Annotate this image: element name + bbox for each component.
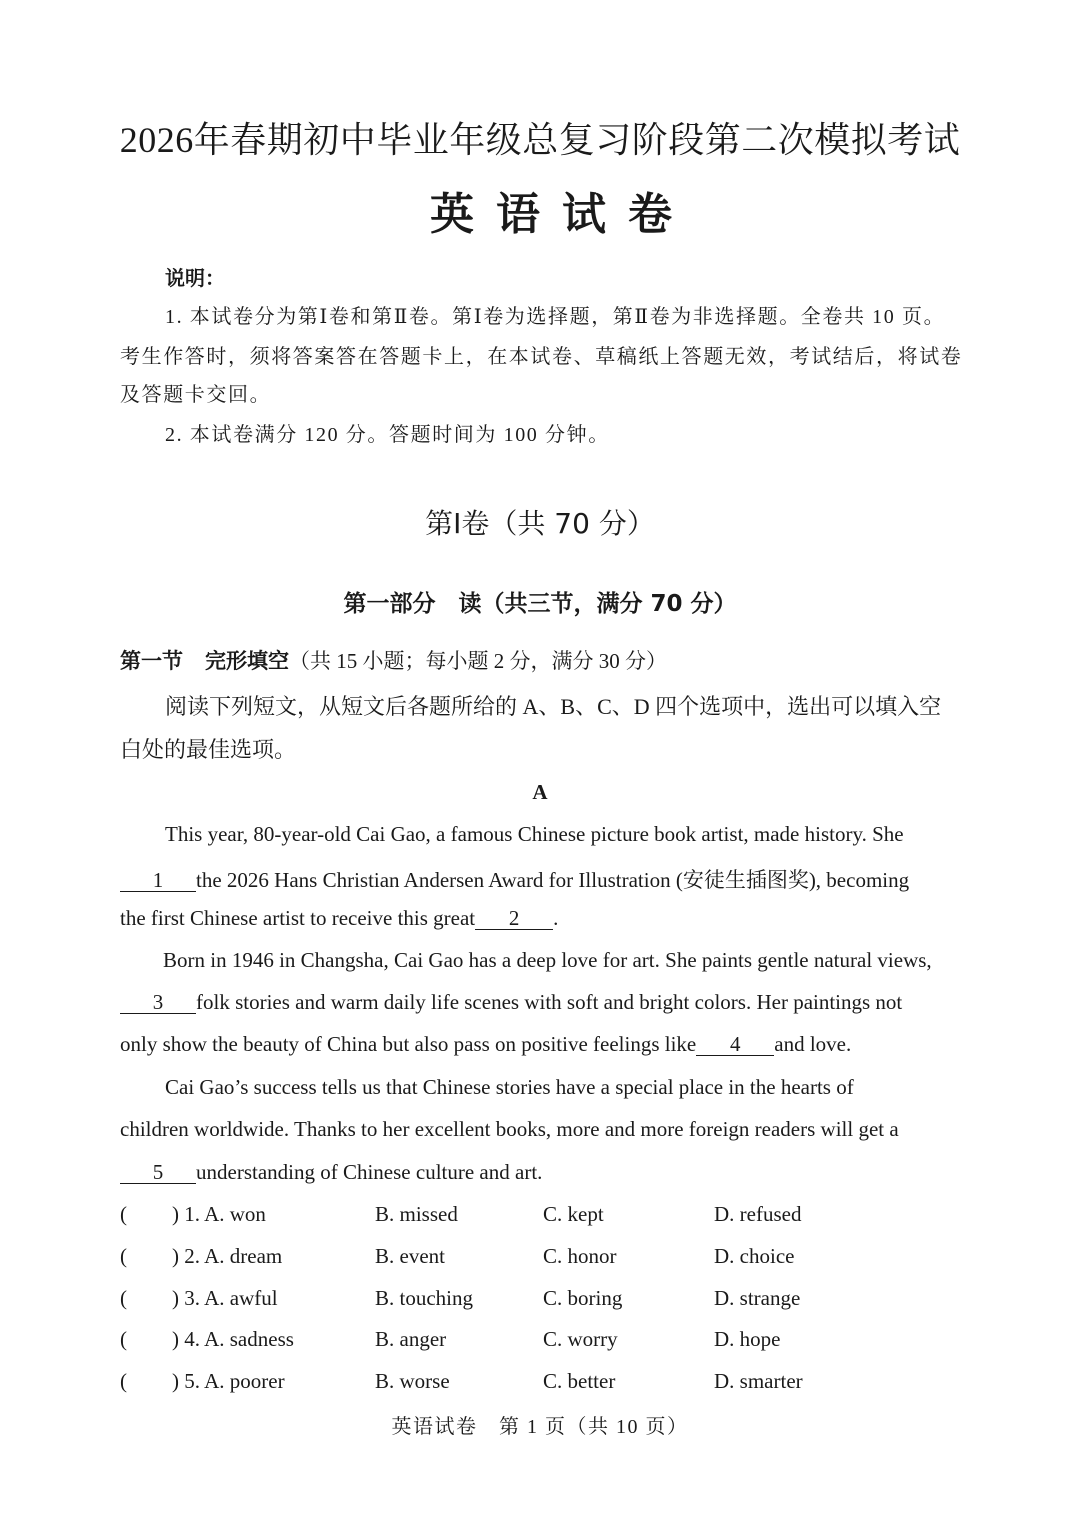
passage-text: only show the beauty of China but also pass on positive feelings like [120,1032,697,1056]
question-option-a: ) 3. A. awful [172,1286,278,1310]
passage-line: Cai Gao’s success tells us that Chinese stories have a special place in the hearts of [165,1075,854,1099]
question-option-d: D. refused [714,1202,802,1226]
exam-title: 2026年春期初中毕业年级总复习阶段第二次模拟考试 [119,120,961,160]
passage-text: and love. [774,1032,852,1056]
passage-text: folk stories and warm daily life scenes with soft and bright colors. Her paintings not [196,990,903,1014]
passage-line: Born in 1946 in Changsha, Cai Gao has a deep love for art. She paints gentle natural views, [163,948,932,972]
notes-label: 说明： [165,266,225,290]
question-option-d: D. choice [714,1244,795,1268]
question-option-c: C. boring [543,1286,623,1310]
question-option-a: ) 5. A. poorer [172,1369,285,1393]
passage-text: . [553,906,559,930]
question-option-d: D. smarter [714,1369,803,1393]
passage-label: A [532,780,548,804]
passage-line [120,1032,851,1057]
question-option-b: B. touching [375,1286,473,1310]
section-heading: 第一部分 读（共三节，满分 70 分） [343,591,737,617]
blank-3[interactable]: 3 [120,991,196,1014]
subsection-heading [120,645,667,675]
passage-text: the first Chinese artist to receive this great [120,906,476,930]
answer-paren[interactable]: ( [120,1286,127,1310]
question-option-a: ) 1. A. won [172,1202,266,1226]
question-option-b: B. missed [375,1202,458,1226]
passage-line [120,906,558,931]
question-option-d: D. hope [714,1327,781,1351]
page-footer: 英语试卷 第 1 页（共 10 页） [391,1416,689,1438]
question-option-b: B. event [375,1244,445,1268]
question-option-b: B. worse [375,1369,450,1393]
blank-5[interactable]: 5 [120,1161,196,1184]
blank-4[interactable]: 4 [696,1033,774,1056]
question-option-c: C. kept [543,1202,604,1226]
note-line: 2. 本试卷满分 120 分。答题时间为 100 分钟。 [165,424,610,446]
passage-line: This year, 80-year-old Cai Gao, a famous Chinese picture book artist, made history. She [165,822,904,846]
question-option-c: C. honor [543,1244,617,1268]
question-option-b: B. anger [375,1327,447,1351]
instruction-line: 白处的最佳选项。 [120,737,297,762]
question-option-d: D. strange [714,1286,801,1310]
answer-paren[interactable]: ( [120,1202,127,1226]
blank-1[interactable]: 1 [120,869,196,892]
passage-line [120,990,902,1015]
answer-paren[interactable]: ( [120,1327,127,1351]
subsection-title: 完形填空 [205,649,289,673]
subsection-detail: （共 15 小题；每小题 2 分，满分 30 分） [289,649,667,673]
answer-paren[interactable]: ( [120,1369,127,1393]
passage-line: children worldwide. Thanks to her excellent books, more and more foreign readers will get a [120,1117,899,1141]
question-option-c: C. worry [543,1327,618,1351]
answer-paren[interactable]: ( [120,1244,127,1268]
subsection-label: 第一节 [120,649,183,673]
passage-line [120,1160,542,1185]
blank-2[interactable]: 2 [475,907,553,930]
subject-title: 英语试卷 [430,189,694,240]
question-option-a: ) 4. A. sadness [172,1327,294,1351]
note-line: 考生作答时，须将答案答在答题卡上，在本试卷、草稿纸上答题无效，考试结后，将试卷 [120,346,963,368]
note-line: 及答题卡交回。 [120,384,272,406]
passage-text: understanding of Chinese culture and art. [196,1160,543,1184]
part-heading: 第Ⅰ卷（共 70 分） [425,507,655,540]
instruction-line: 阅读下列短文，从短文后各题所给的 A、B、C、D 四个选项中，选出可以填入空 [165,694,942,719]
question-option-c: C. better [543,1369,616,1393]
note-line: 1. 本试卷分为第Ⅰ卷和第Ⅱ卷。第Ⅰ卷为选择题，第Ⅱ卷为非选择题。全卷共 10 页。 [165,306,946,328]
question-option-a: ) 2. A. dream [172,1244,283,1268]
passage-line [120,864,909,894]
passage-text: the 2026 Hans Christian Andersen Award for Illustration (安徒生插图奖), becoming [196,868,910,892]
